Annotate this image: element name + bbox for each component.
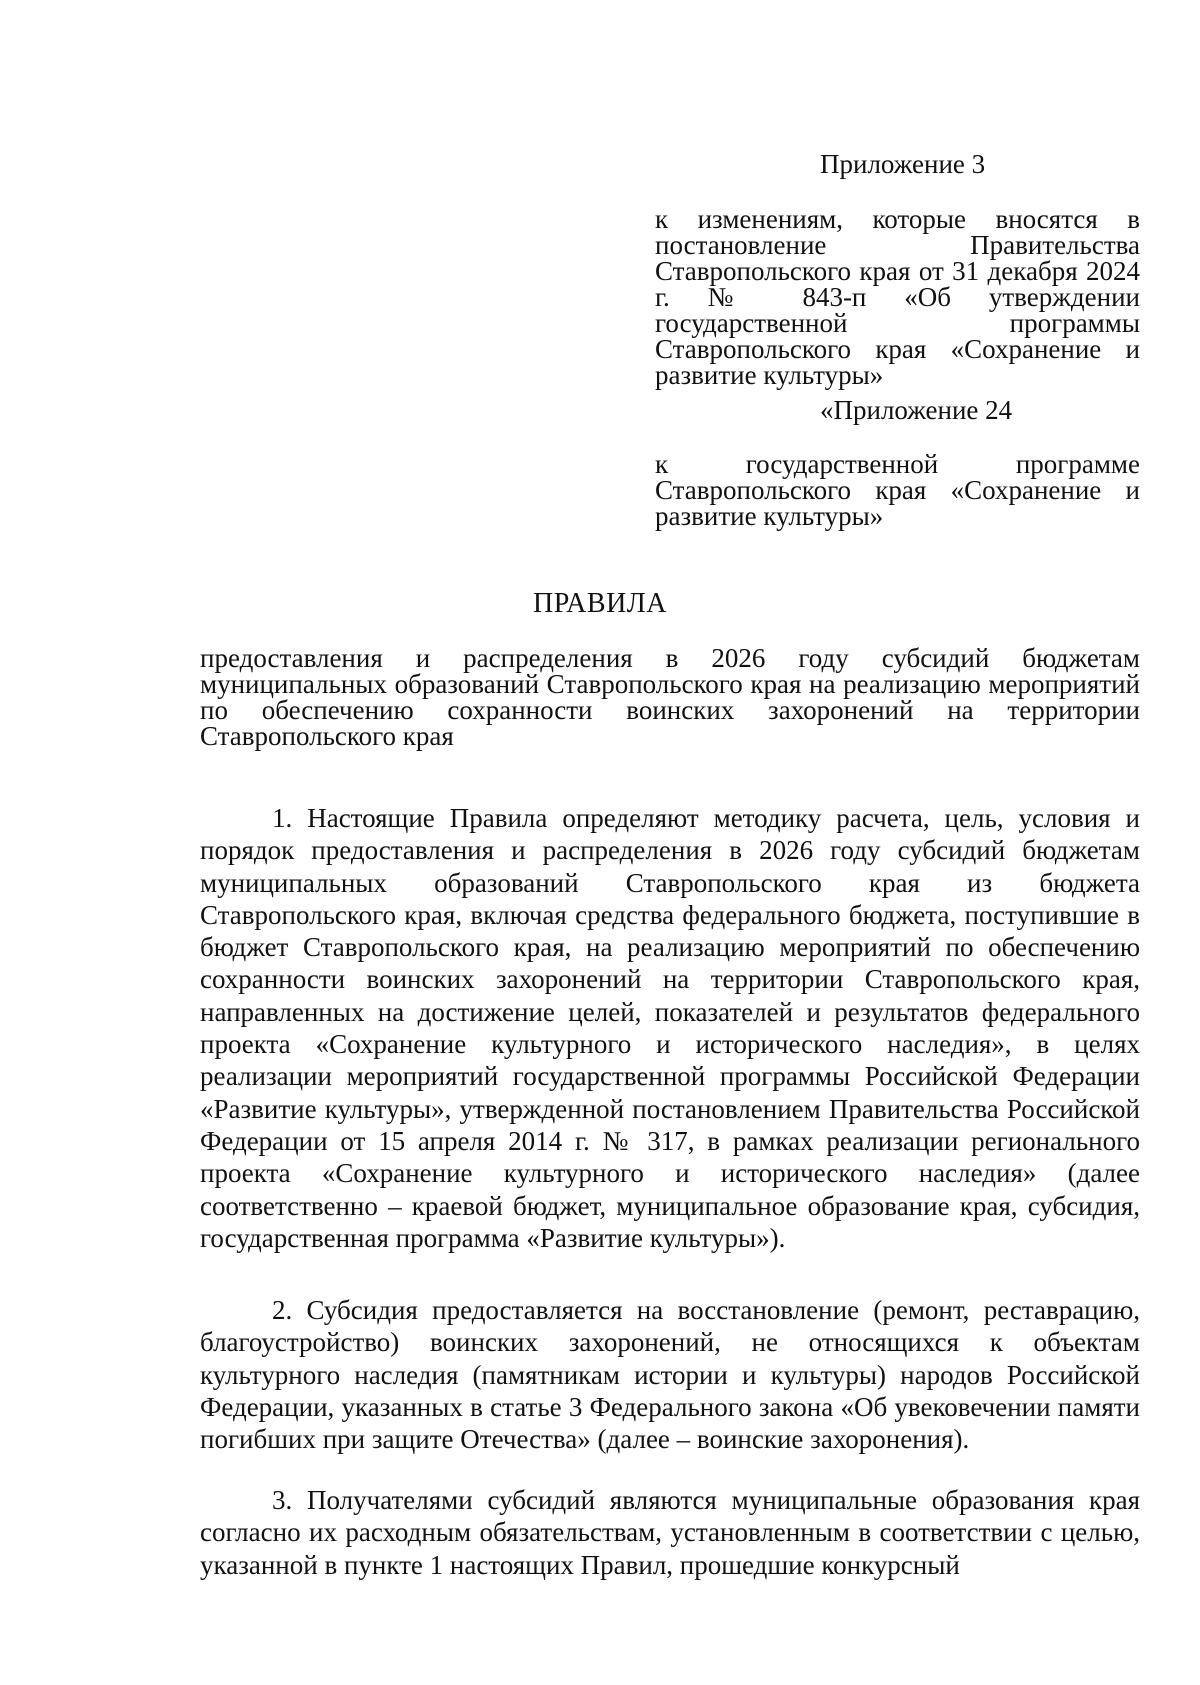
document-subtitle: предоставления и распределения в 2026 году субсидий бюджетам муниципальных образований Ставропольского края на реализацию мероприятий по обеспечению сохранности воинских захоронений на территории Ставропольского края (200, 643, 1140, 751)
appendix-3-title: Приложение 3 (820, 149, 986, 179)
appendix-24-title: «Приложение 24 (820, 395, 1013, 425)
paragraph-1: 1. Настоящие Правила определяют методику расчета, цель, условия и порядок предоставления и распределения в 2026 году субсидий бюджетам муниципальных образований Ставропольского края из бюджета Ставропольского края, включая средства федерального бюджета, поступившие в бюджет Ставропольского края, на реализацию мероприятий по обеспечению сохранности воинских захоронений на территории Ставропольского края, направленных на достижение целей, показателей и результатов федерального проекта «Сохранение культурного и исторического наследия», в целях реализации мероприятий государственной программы Российской Федерации «Развитие культуры», утвержденной постановлением Правительства Российской Федерации от 15 апреля 2014 г. № 317, в рамках реализации регионального проекта «Сохранение культурного и исторического наследия» (далее соответственно – краевой бюджет, муниципальное образование края, субсидия, государственная программа «Развитие культуры»). (200, 803, 1140, 1253)
paragraph-3: 3. Получателями субсидий являются муниципальные образования края согласно их расходным обязательствам, установленным в соответствии с целью, указанной в пункте 1 настоящих Правил, прошедшие конкурсный (200, 1485, 1140, 1580)
appendix-24-text: к государственной программе Ставропольского края «Сохранение и развитие культуры» (655, 449, 1140, 531)
document-title: ПРАВИЛА (532, 588, 668, 619)
appendix-3-text: к изменениям, которые вносятся в постановление Правительства Ставропольского края от 31 декабря 2024 г. № 843-п «Об утверждении государственной программы Ставропольского края «Сохранение и развитие культуры» (655, 204, 1140, 390)
paragraph-2: 2. Субсидия предоставляется на восстановление (ремонт, реставрацию, благоустройство) воинских захоронений, не относящихся к объектам культурного наследия (памятникам истории и культуры) народов Российской Федерации, указанных в статье 3 Федерального закона «Об увековечении памяти погибших при защите Отечества» (далее – воинские захоронения). (200, 1295, 1140, 1455)
